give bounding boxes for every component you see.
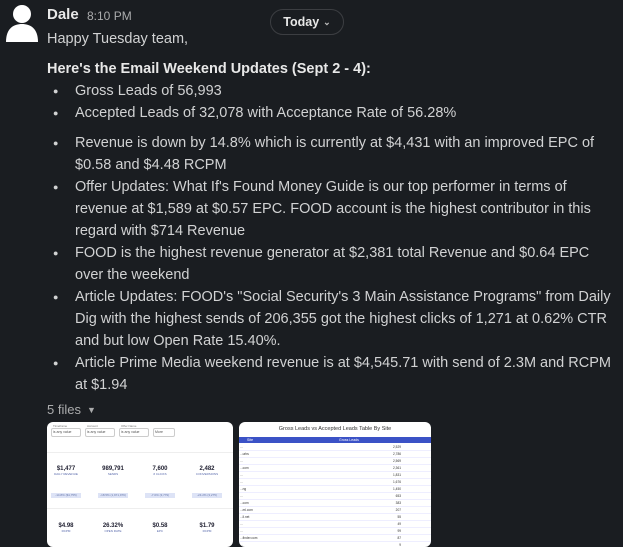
table-row (239, 458, 431, 465)
table-cell-value: 87 (397, 536, 401, 540)
filter-value: is any value (87, 430, 106, 434)
message-greeting: Happy Tuesday team, (47, 31, 189, 47)
table-row (239, 514, 431, 521)
bullet-item: ● Article Updates: FOOD's "Social Security's 3 Main Assistance Programs" from Daily Dig with the highest sends of 206,355 got the highest clicks of 1,271 at 0.62% CTR and but low Open Rate 15.40%. (75, 286, 617, 352)
message-timestamp[interactable]: 8:10 PM (87, 9, 132, 23)
table-row (239, 493, 431, 500)
kpi-label: EPC (156, 529, 164, 533)
bullet-item: ● Revenue is down by 14.8% which is currently at $4,431 with an improved EPC of $0.58 and $4.48 RCPM (75, 132, 617, 176)
kpi-value: $4.98 (58, 523, 74, 529)
table-cell-site: ...ng (240, 487, 247, 491)
kpi-value: 7,600 (152, 466, 168, 472)
table-row (239, 472, 431, 479)
message-body (47, 28, 617, 396)
kpi-label: # CLICKS (153, 472, 167, 476)
filter-value: is any value (121, 430, 140, 434)
avatar[interactable] (4, 2, 40, 42)
kpi-label: RCPM (61, 529, 71, 533)
table-cell-value: 383 (395, 501, 401, 505)
kpi-label: DAILY REVENUE (54, 472, 78, 476)
bullet-list (47, 80, 617, 124)
table-cell-site: ...com (240, 501, 249, 505)
table-row (239, 500, 431, 507)
table-cell-value: 99 (397, 529, 401, 533)
caret-down-icon: ▼ (86, 404, 96, 415)
table-cell-site: ... (240, 522, 243, 526)
divider (47, 508, 233, 509)
table-cell-value: 1,450 (393, 487, 401, 491)
dashboard-filter (119, 424, 149, 437)
kpi-value: 989,791 (102, 466, 124, 472)
table-row (239, 542, 431, 547)
table-cell-site: ...finder.com (240, 536, 258, 540)
kpi-card (188, 523, 226, 533)
table-cell-site: ...urbs (240, 452, 249, 456)
bullet-item: ● Article Prime Media weekend revenue is at $4,545.71 with send of 2.3M and RCPM at $1.94 (75, 352, 617, 396)
table-title: Gross Leads vs Accepted Leads Table By Site (278, 426, 392, 432)
filter-caption: Offer Name (121, 424, 137, 428)
message-heading: Here's the Email Weekend Updates (Sept 2 - 4): (47, 61, 371, 77)
kpi-card (47, 523, 85, 533)
table-cell-value: 2,569 (393, 459, 401, 463)
table-row (239, 528, 431, 535)
table-cell-value: 55 (397, 515, 401, 519)
table-cell-value: 49 (397, 522, 401, 526)
bullet-item: ● Accepted Leads of 32,078 with Acceptance Rate of 56.28% (75, 102, 617, 124)
bullet-item: ● FOOD is the highest revenue generator at $2,381 total Revenue and $0.64 EPC over the weekend (75, 242, 617, 286)
kpi-card (47, 466, 85, 476)
filter-caption: Timeframe (53, 424, 68, 428)
kpi-card (141, 523, 179, 533)
table-cell-site: ... (240, 529, 243, 533)
table-cell-site: ... (240, 459, 243, 463)
kpi-label: RCPM (202, 529, 212, 533)
kpi-value: $1,477 (56, 466, 76, 472)
table-cell-site: ... (240, 445, 243, 449)
dashboard-filter (85, 424, 115, 437)
kpi-value: $1.79 (199, 523, 215, 529)
table-cell-value: 1,676 (393, 480, 401, 484)
table-cell-value: 2,786 (393, 452, 401, 456)
table-row (239, 465, 431, 472)
bullet-item: ● Gross Leads of 56,993 (75, 80, 617, 102)
table-cell-value: 207 (395, 508, 401, 512)
bullet-list (47, 132, 617, 396)
files-toggle[interactable] (47, 402, 96, 417)
dashboard-more-filter (153, 428, 175, 437)
table-cell-value: 2,361 (393, 466, 401, 470)
table-row (239, 521, 431, 528)
table-cell-value: 9 (399, 543, 401, 547)
file-thumbnail-table[interactable] (239, 422, 431, 547)
chevron-down-icon: ⌄ (323, 16, 331, 27)
table-cell-value: 2,529 (393, 445, 401, 449)
kpi-change-chip: -14.8% ($1,755) (51, 493, 81, 498)
files-label: 5 files (47, 402, 81, 417)
table-header (239, 437, 431, 443)
table-cell-site: ...com (240, 466, 249, 470)
filter-value: is any value (53, 430, 72, 434)
table-cell-value: 1,831 (393, 473, 401, 477)
kpi-card (94, 466, 132, 476)
column-header-gross-leads: Gross Leads (339, 438, 359, 442)
table-row (239, 451, 431, 458)
table-cell-value: 653 (395, 494, 401, 498)
table-cell-site: ...ml.com (240, 508, 253, 512)
filter-caption: Account (87, 424, 98, 428)
date-divider-label: Today (283, 15, 320, 29)
more-label: More (155, 430, 163, 434)
table-cell-site: ... (240, 473, 243, 477)
file-thumbnail-dashboard[interactable] (47, 422, 233, 547)
divider (47, 452, 233, 453)
dashboard-filter-bar (47, 422, 233, 444)
column-header-site: Site (247, 438, 254, 442)
kpi-value: $0.58 (152, 523, 168, 529)
table-cell-site: ... (240, 543, 243, 547)
sender-name[interactable]: Dale (47, 6, 79, 23)
kpi-change-chip: -24.2% (3,275) (192, 493, 222, 498)
bullet-item: ● Offer Updates: What If's Found Money Guide is our top performer in terms of revenue at $1,589 at $0.57 EPC. FOOD account is the highest contributor in this regard with $714 Revenue (75, 176, 617, 242)
table-row (239, 507, 431, 514)
kpi-label: SENDS (107, 472, 119, 476)
table-row (239, 486, 431, 493)
dashboard-filter (51, 424, 81, 437)
kpi-change-chip: -18.5% (1,971,979) (98, 493, 128, 498)
kpi-change-chip: -7.0% (3,779) (145, 493, 175, 498)
table-row (239, 535, 431, 542)
kpi-card (141, 466, 179, 476)
table-cell-site: ...ll.net (240, 515, 250, 519)
table-cell-site: ... (240, 494, 243, 498)
kpi-card (188, 466, 226, 476)
table-row (239, 444, 431, 451)
table-cell-site: ... (240, 480, 243, 484)
table-row (239, 479, 431, 486)
kpi-label: OPEN RATE (104, 529, 122, 533)
kpi-value: 26.32% (102, 523, 124, 529)
kpi-label: CONVERSIONS (195, 472, 219, 476)
kpi-value: 2,482 (199, 466, 215, 472)
kpi-card (94, 523, 132, 533)
